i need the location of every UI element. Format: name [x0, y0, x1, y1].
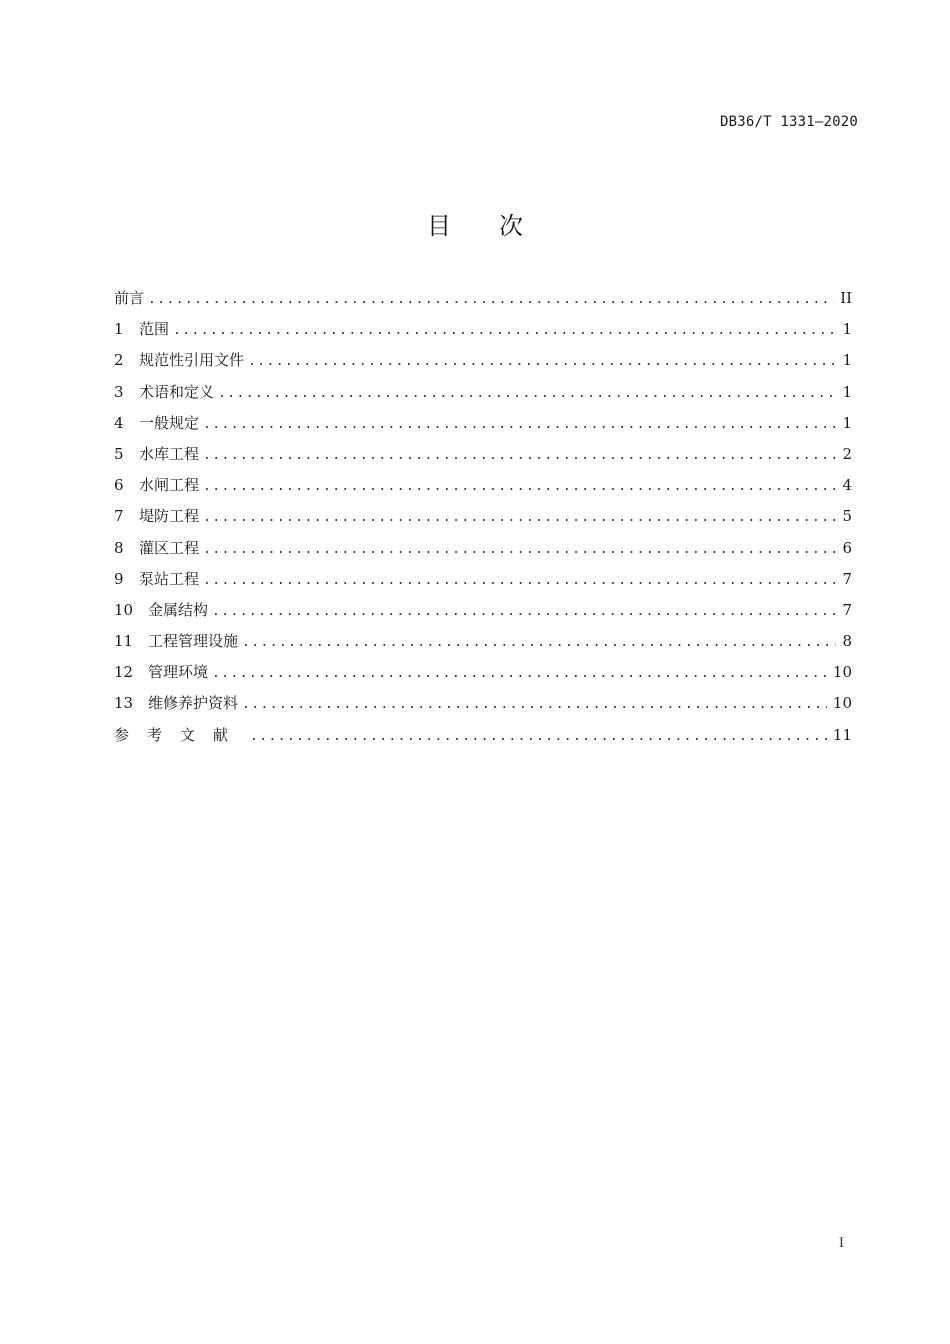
toc-entry-number: 8 [114, 538, 124, 557]
toc-entry-number: 3 [114, 382, 124, 401]
toc-entry-foreword[interactable] [114, 283, 852, 314]
toc-dot-leader [148, 284, 834, 315]
table-of-contents [114, 283, 852, 751]
toc-entry-page: 10 [832, 694, 852, 713]
toc-entry-number: 10 [114, 600, 134, 619]
toc-entry-label: 堤防工程 [139, 507, 200, 526]
toc-entry-page: 1 [842, 320, 852, 339]
toc-entry-page: 10 [832, 663, 852, 682]
toc-entry-page: 7 [842, 600, 852, 619]
toc-entry-7[interactable] [114, 501, 852, 532]
toc-entry-label: 前言 [114, 289, 145, 307]
toc-entry-label: 灌区工程 [139, 538, 200, 557]
toc-entry-references[interactable] [114, 720, 852, 751]
toc-dot-leader [212, 596, 836, 627]
toc-dot-leader [203, 471, 836, 502]
toc-entry-6[interactable] [114, 470, 852, 501]
toc-entry-number: 9 [114, 569, 124, 588]
toc-entry-5[interactable] [114, 439, 852, 470]
toc-entry-label: 金属结构 [148, 600, 209, 619]
toc-title: 目次 [427, 212, 571, 240]
toc-dot-leader [218, 378, 836, 409]
toc-entry-10[interactable] [114, 595, 852, 626]
toc-entry-3[interactable] [114, 377, 852, 408]
toc-entry-page: 2 [842, 444, 852, 463]
toc-entry-page: 6 [842, 538, 852, 557]
toc-entry-label: 参考文献 [114, 725, 247, 744]
toc-dot-leader [242, 689, 827, 720]
toc-entry-12[interactable] [114, 657, 852, 688]
standard-code: DB36/T 1331—2020 [719, 114, 858, 130]
toc-entry-13[interactable] [114, 688, 852, 719]
toc-entry-number: 13 [114, 694, 134, 713]
toc-entry-number: 12 [114, 663, 134, 682]
toc-entry-page: 7 [842, 569, 852, 588]
toc-entry-4[interactable] [114, 408, 852, 439]
toc-entry-label: 术语和定义 [139, 382, 215, 401]
toc-entry-label: 水库工程 [139, 444, 200, 463]
toc-entry-page: 8 [842, 632, 852, 651]
toc-entry-2[interactable] [114, 345, 852, 376]
toc-entry-number: 5 [114, 444, 124, 463]
toc-entry-label: 维修养护资料 [148, 694, 239, 713]
toc-entry-8[interactable] [114, 533, 852, 564]
toc-entry-label: 水闸工程 [139, 476, 200, 495]
toc-entry-number: 4 [114, 413, 124, 432]
toc-dot-leader [250, 721, 827, 752]
toc-entry-label: 一般规定 [139, 413, 200, 432]
toc-entry-number: 7 [114, 507, 124, 526]
toc-dot-leader [203, 502, 836, 533]
toc-entry-page: 1 [842, 351, 852, 370]
toc-entry-label: 工程管理设施 [148, 632, 239, 651]
toc-dot-leader [248, 346, 836, 377]
toc-dot-leader [203, 409, 836, 440]
toc-entry-label: 泵站工程 [139, 569, 200, 588]
toc-dot-leader [203, 565, 836, 596]
toc-entry-page: 1 [842, 413, 852, 432]
toc-dot-leader [173, 315, 836, 346]
toc-dot-leader [212, 658, 827, 689]
toc-entry-page: II [840, 289, 852, 307]
toc-entry-page: 11 [832, 725, 852, 744]
toc-entry-11[interactable] [114, 626, 852, 657]
toc-entry-1[interactable] [114, 314, 852, 345]
toc-entry-page: 4 [842, 476, 852, 495]
toc-entry-number: 1 [114, 320, 124, 339]
toc-dot-leader [203, 440, 836, 471]
page-number: I [838, 1236, 844, 1251]
toc-entry-label: 范围 [139, 320, 170, 339]
toc-dot-leader [203, 534, 836, 565]
toc-entry-number: 6 [114, 476, 124, 495]
toc-dot-leader [242, 627, 836, 658]
toc-entry-label: 管理环境 [148, 663, 209, 682]
toc-entry-page: 5 [842, 507, 852, 526]
toc-entry-9[interactable] [114, 564, 852, 595]
toc-entry-number: 2 [114, 351, 124, 370]
toc-entry-label: 规范性引用文件 [139, 351, 245, 370]
toc-entry-number: 11 [114, 632, 134, 651]
toc-entry-page: 1 [842, 382, 852, 401]
